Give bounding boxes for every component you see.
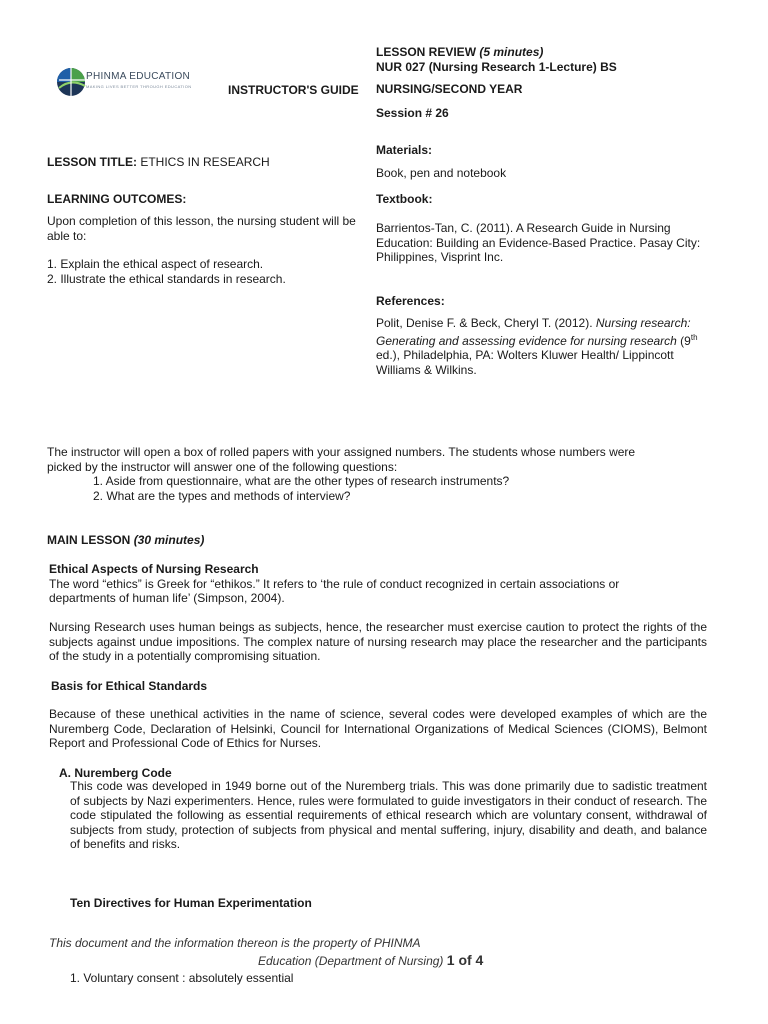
reference-authors: Polit, Denise F. & Beck, Cheryl T. (2012). bbox=[376, 316, 596, 330]
review-line: The instructor will open a box of rolled papers with your assigned numbers. The students whose numbers were bbox=[47, 445, 636, 459]
phinma-globe-icon bbox=[55, 52, 87, 112]
lesson-title-value: ETHICS IN RESEARCH bbox=[140, 155, 270, 169]
reference-edition: (9 bbox=[676, 333, 691, 348]
textbook-text: Barrientos-Tan, C. (2011). A Research Guide in Nursing Education: Building an Evidence-Based Practice. Pasay City: Philippines, Visprint Inc. bbox=[376, 221, 701, 264]
ethical-paragraph-line: The word “ethics” is Greek for “ethikos.” It refers to ‘the rule of conduct recognized in certain associations or bbox=[49, 577, 620, 591]
ethical-paragraph-line: departments of human life’ (Simpson, 2004). bbox=[49, 591, 285, 605]
review-line: picked by the instructor will answer one of the following questions: bbox=[47, 460, 398, 474]
nuremberg-heading: A. Nuremberg Code bbox=[59, 766, 172, 780]
org-tagline: MAKING LIVES BETTER THROUGH EDUCATION bbox=[86, 84, 192, 89]
basis-paragraph: Because of these unethical activities in the name of science, several codes were developed examples of which are the Nuremberg Code, Declaration of Helsinki, Council for International Organizations of Medical Sciences (CIOMS), Belmont Report and Professional Code of Ethics for Nurses. bbox=[49, 707, 707, 750]
footer-property-notice: This document and the information thereon is the property of PHINMA bbox=[49, 936, 421, 950]
page-number: 1 of 4 bbox=[446, 952, 484, 968]
directives-heading: Ten Directives for Human Experimentation bbox=[70, 896, 312, 910]
main-lesson-heading bbox=[47, 533, 204, 548]
reference-rest: ed.), Philadelphia, PA: Wolters Kluwer Health/ Lippincott Williams & Wilkins. bbox=[376, 348, 674, 377]
main-lesson-label: MAIN LESSON bbox=[47, 533, 131, 547]
materials-text: Book, pen and notebook bbox=[376, 166, 507, 180]
review-question: 1. Aside from questionnaire, what are the other types of research instruments? bbox=[93, 474, 510, 488]
org-name: PHINMA EDUCATION bbox=[86, 71, 191, 82]
lesson-title-label: LESSON TITLE: bbox=[47, 155, 137, 169]
reference-edition-sup: th bbox=[690, 332, 698, 342]
directive-item: 1. Voluntary consent : absolutely essential bbox=[70, 971, 294, 985]
footer-department: Education (Department of Nursing) bbox=[258, 954, 444, 968]
lesson-title bbox=[47, 155, 270, 170]
materials-heading: Materials: bbox=[376, 143, 433, 157]
reference-entry bbox=[376, 316, 712, 377]
outcomes-heading: LEARNING OUTCOMES: bbox=[47, 192, 187, 206]
lesson-review-label: LESSON REVIEW bbox=[376, 45, 477, 59]
outcome-item: 2. Illustrate the ethical standards in research. bbox=[47, 272, 286, 286]
year-level: NURSING/SECOND YEAR bbox=[376, 82, 523, 96]
outcome-item: 1. Explain the ethical aspect of research. bbox=[47, 257, 264, 271]
phinma-logo bbox=[55, 52, 215, 112]
references-heading: References: bbox=[376, 294, 445, 308]
main-lesson-time: (30 minutes) bbox=[133, 533, 205, 547]
lesson-review-heading bbox=[376, 45, 543, 60]
textbook-heading: Textbook: bbox=[376, 192, 433, 206]
lesson-review-time: (5 minutes) bbox=[479, 45, 544, 59]
review-question: 2. What are the types and methods of interview? bbox=[93, 489, 351, 503]
course-code: NUR 027 (Nursing Research 1-Lecture) BS bbox=[376, 60, 617, 74]
ethical-paragraph: Nursing Research uses human beings as subjects, hence, the researcher must exercise caution to protect the rights of the subjects against undue impositions. The complex nature of nursing research may place the researcher and the participants of the study in a potentially compromising situation. bbox=[49, 620, 707, 663]
outcomes-intro: Upon completion of this lesson, the nursing student will be able to: bbox=[47, 214, 356, 243]
ethical-aspects-heading: Ethical Aspects of Nursing Research bbox=[49, 562, 259, 576]
reference-title: Nursing research: Generating and assessing evidence for nursing research bbox=[376, 316, 691, 348]
session-number: Session # 26 bbox=[376, 106, 449, 120]
basis-heading: Basis for Ethical Standards bbox=[51, 679, 208, 693]
nuremberg-paragraph: This code was developed in 1949 borne out of the Nuremberg trials. This was done primarily due to sadistic treatment of subjects by Nazi experimenters. Hence, rules were formulated to guide investigators in their conduct of research. The code stipulated the following as essential requirements of ethical research which are voluntary consent, withdrawal of subjects from study, protection of subjects from physical and mental suffering, injury, disability and death, and balance of benefits and risks. bbox=[70, 779, 707, 851]
guide-label: INSTRUCTOR'S GUIDE bbox=[228, 83, 359, 97]
footer-line bbox=[258, 953, 483, 969]
